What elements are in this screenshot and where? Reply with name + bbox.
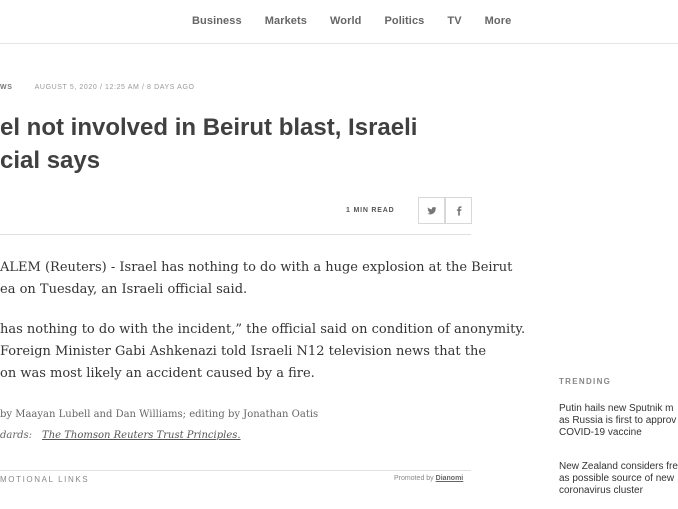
share-facebook-button[interactable]	[445, 197, 472, 224]
article-divider-top	[0, 234, 471, 235]
trending-item[interactable]: Putin hails new Sputnik m as Russia is first to approv COVID-19 vaccine	[559, 403, 677, 438]
site-header	[0, 0, 678, 44]
article-paragraph: ea on Tuesday, an Israeli official said.	[0, 282, 248, 297]
twitter-icon	[427, 206, 437, 216]
nav-item-world[interactable]: World	[330, 15, 362, 27]
trending-label: TRENDING	[559, 377, 612, 386]
standards-prefix: dards:	[0, 430, 33, 441]
share-twitter-button[interactable]	[418, 197, 445, 224]
standards-line	[0, 430, 241, 441]
headline-line-2: cial says	[0, 147, 101, 174]
article-paragraph: on was most likely an accident caused by a fire.	[0, 366, 315, 381]
section-label[interactable]: WS	[0, 84, 13, 91]
main-nav	[192, 15, 534, 27]
promotional-links-label: MOTIONAL LINKS	[0, 475, 90, 484]
dianomi-link[interactable]: Dianomi	[435, 475, 464, 482]
promoted-by	[394, 475, 463, 482]
article-paragraph: has nothing to do with the incident,” the official said on condition of anonymity.	[0, 322, 526, 337]
trending-item[interactable]: New Zealand considers fre as possible source of new coronavirus cluster	[559, 461, 678, 496]
article-dateline: AUGUST 5, 2020 / 12:25 AM / 8 DAYS AGO	[34, 84, 195, 91]
read-time: 1 MIN READ	[346, 207, 395, 214]
promoted-by-text: Promoted by	[394, 475, 434, 482]
promo-divider	[0, 470, 471, 471]
facebook-icon	[454, 206, 464, 216]
nav-item-more[interactable]: More	[484, 15, 512, 27]
nav-item-business[interactable]: Business	[192, 15, 242, 27]
nav-item-tv[interactable]: TV	[447, 15, 462, 27]
article-headline	[0, 111, 470, 177]
article-paragraph: Foreign Minister Gabi Ashkenazi told Israeli N12 television news that the	[0, 344, 487, 359]
article-credit: by Maayan Lubell and Dan Williams; editing by Jonathan Oatis	[0, 409, 319, 420]
article-meta	[0, 84, 195, 91]
nav-item-markets[interactable]: Markets	[264, 15, 307, 27]
article-paragraph: ALEM (Reuters) - Israel has nothing to do with a huge explosion at the Beirut	[0, 260, 513, 275]
headline-line-1: el not involved in Beirut blast, Israeli	[0, 114, 418, 141]
trust-principles-link[interactable]: The Thomson Reuters Trust Principles.	[42, 430, 241, 441]
nav-item-politics[interactable]: Politics	[384, 15, 425, 27]
